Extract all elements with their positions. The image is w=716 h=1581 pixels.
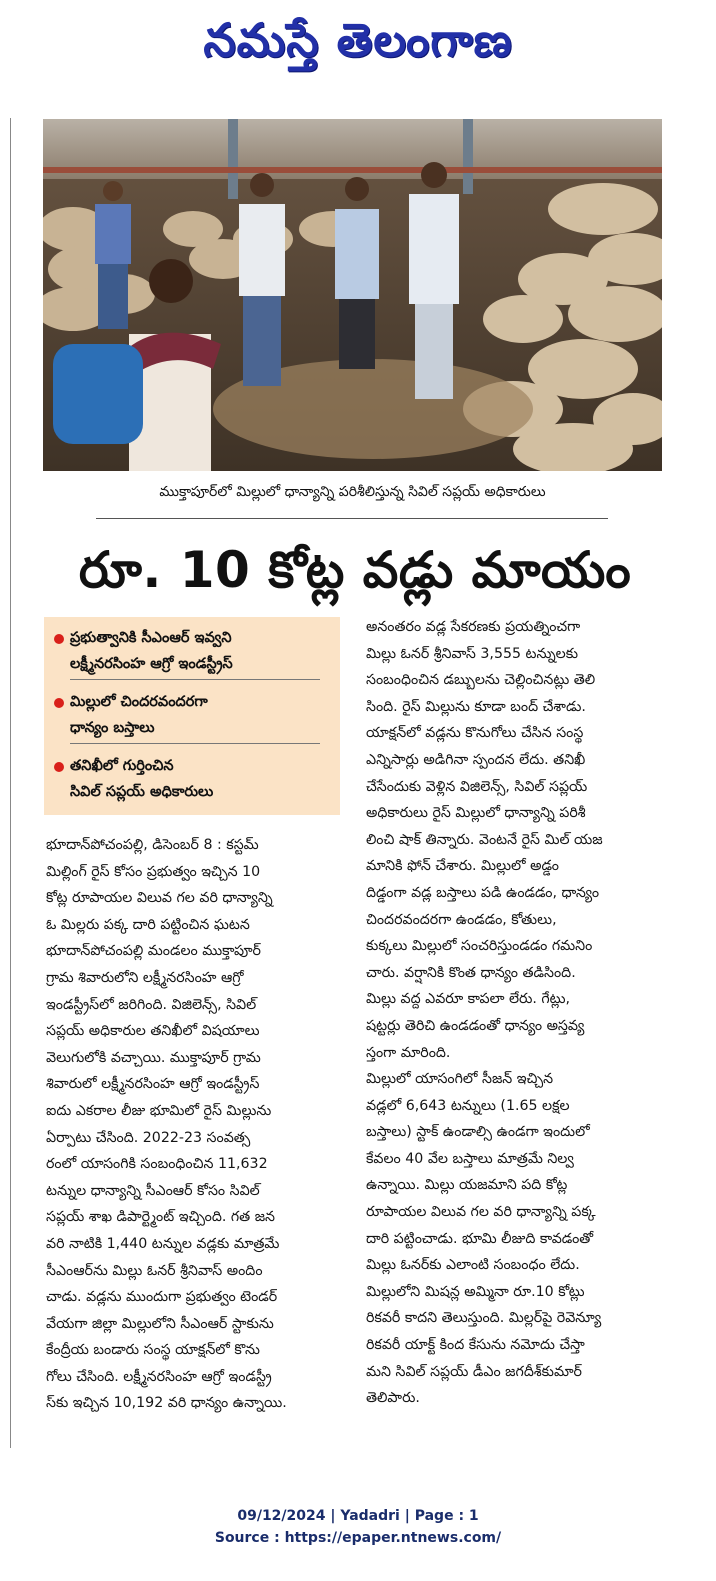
article-line: మిల్లింగ్ రైస్ కోసం ప్రభుత్వం ఇచ్చిన 10 — [46, 863, 261, 880]
bullet-icon — [54, 634, 64, 644]
article-line: మిల్లు ఓనర్ శ్రీనివాస్ 3,555 టన్నులకు — [366, 645, 579, 662]
article-line: చిందరవందరగా ఉండడం, కోతులు, — [366, 911, 557, 928]
article-line: చారు. వర్షానికి కొంత ధాన్యం తడిసింది. — [366, 964, 576, 981]
article-line: మిల్లులో యాసంగిలో సీజన్ ఇచ్చిన — [366, 1071, 554, 1088]
article-line: రికవరీ కాదని తెలుస్తుంది. మిల్లర్‌పై రెవెన్యూ — [366, 1310, 602, 1327]
article-line: వెలుగులోకి వచ్చాయి. ముక్తాపూర్ గ్రామ — [46, 1049, 261, 1066]
article-line: ఎన్నిసార్లు అడిగినా స్పందన లేదు. తనిఖీ — [366, 751, 586, 768]
article-line: వరి నాటికి 1,440 టన్నుల వడ్లకు మాత్రమే — [46, 1235, 280, 1252]
article-line: అధికారులు రైస్ మిల్లులో ధాన్యాన్ని పరిశీ — [366, 805, 586, 822]
article-line: ఉన్నాయి. మిల్లు యజమాని పది కోట్ల — [366, 1177, 568, 1194]
article-line: రూపాయల విలువ గల వరి ధాన్యాన్ని పక్క — [366, 1204, 596, 1221]
article-line: మిల్లు ఓనర్‌కు ఎలాంటి సంబంధం లేదు. — [366, 1257, 580, 1274]
highlight-line: మిల్లులో చిందరవందరగా — [70, 694, 208, 710]
article-line: రంలో యాసంగికి సంబంధించిన 11,632 — [46, 1156, 268, 1173]
article-line: మని సివిల్ సప్లయ్ డీఎం జగదీశ్‌కుమార్ — [366, 1363, 582, 1380]
article-line: బస్తాలు) స్టాక్ ఉండాల్సి ఉండగా ఇందులో — [366, 1124, 590, 1141]
article-line: షట్టర్లు తెరిచి ఉండడంతో ధాన్యం అస్తవ్య — [366, 1017, 585, 1034]
article-line: లించి షాక్ తిన్నారు. వెంటనే రైస్ మిల్ యజ — [366, 831, 603, 848]
article-line: సీఎంఆర్‌ను మిల్లు ఓనర్ శ్రీనివాస్ అందిం — [46, 1262, 263, 1279]
highlight-divider — [70, 679, 320, 680]
article-line: దిడ్డంగా వడ్ల బస్తాలు పడి ఉండడం, ధాన్యం — [366, 884, 600, 901]
article-line: ఇండస్ట్రీస్‌లో జరిగింది. విజిలెన్స్, సివిల్ — [46, 996, 257, 1013]
article-line: రికవరీ యాక్ట్ కింద కేసును నమోదు చేస్తా — [366, 1337, 585, 1354]
article-line: భూదాన్‌పోచంపల్లి, డిసెంబర్ 8 : కస్టమ్ — [46, 837, 259, 853]
article-line: ఓ మిల్లరు పక్క దారి పట్టించిన ఘటన — [46, 916, 250, 933]
article-line: టన్నుల ధాన్యాన్ని సీఎంఆర్ కోసం సివిల్ — [46, 1182, 260, 1199]
article-line: కేవలం 40 వేల బస్తాలు మాత్రమే నిల్వ — [366, 1150, 574, 1167]
highlight-item — [54, 689, 332, 744]
article-line: సప్లయ్ శాఖ డిపార్ట్మెంట్ ఇచ్చింది. గత జన — [46, 1209, 276, 1226]
article-column-right — [366, 614, 666, 1412]
bullet-icon — [54, 762, 64, 772]
article-line: సప్లయ్ అధికారుల తనిఖీలో విషయాలు — [46, 1023, 260, 1040]
highlight-line: తనిఖీలో గుర్తించిన — [70, 758, 174, 774]
bullet-icon — [54, 698, 64, 708]
article-line: చేసేందుకు వెళ్లిన విజిలెన్స్, సివిల్ సప్లయ్ — [366, 778, 588, 795]
photo-caption: ముక్తాపూర్‌లో మిల్లులో ధాన్యాన్ని పరిశీలిస్తున్న సివిల్ సప్లయ్ అధికారులు — [159, 484, 546, 500]
article-line: మిల్లులోని మిషన్ల అమ్మినా రూ.10 కోట్లు — [366, 1283, 585, 1300]
article-line: శివారులో లక్ష్మీనరసింహ ఆగ్రో ఇండస్ట్రీస్ — [46, 1076, 260, 1093]
article-line: స్తంగా మారింది. — [366, 1044, 451, 1061]
article-line: యాక్షన్‌లో వడ్లను కొనుగోలు చేసిన సంస్థ — [366, 725, 584, 742]
highlight-line: ధాన్యం బస్తాలు — [70, 720, 155, 736]
footer-date-page: 09/12/2024 | Yadadri | Page : 1 — [237, 1508, 479, 1524]
article-line: స్‌కు ఇచ్చిన 10,192 వరి ధాన్యం ఉన్నాయి. — [46, 1395, 287, 1412]
article-line: ఐదు ఎకరాల లీజు భూమిలో రైస్ మిల్లును — [46, 1102, 272, 1119]
article-line: భూదాన్‌పోచంపల్లి మండలం ముక్తాపూర్ — [46, 943, 261, 960]
highlight-line: సివిల్ సప్లయ్ అధికారులు — [70, 784, 214, 800]
masthead-title: నమస్తే తెలంగాణ — [203, 13, 513, 67]
headline: రూ. 10 కోట్ల వడ్లు మాయం — [78, 541, 632, 599]
highlight-item — [54, 753, 332, 805]
article-line: చాడు. వడ్లను ముందుగా ప్రభుత్వం టెండర్ — [46, 1289, 278, 1306]
highlight-line: లక్ష్మీనరసింహ ఆగ్రో ఇండస్ట్రీస్ — [70, 656, 233, 672]
highlight-divider — [70, 743, 320, 744]
highlight-line: ప్రభుత్వానికి సీఎంఆర్ ఇవ్వని — [70, 630, 232, 646]
article-line: దారి పట్టించాడు. భూమి లీజుది కావడంతో — [366, 1230, 594, 1247]
footer-source: Source : https://epaper.ntnews.com/ — [214, 1530, 502, 1546]
article-line: తెలిపారు. — [366, 1390, 420, 1407]
article-line: వేయగా జిల్లా మిల్లులోని సీఎంఆర్ స్టాకును — [46, 1315, 274, 1332]
column-rule — [10, 118, 11, 1448]
article-line: గ్రామ శివారులోని లక్ష్మీనరసింహ ఆగ్రో — [46, 969, 244, 986]
article-line: సింది. రైస్ మిల్లును కూడా బంద్ చేశాడు. — [366, 698, 586, 715]
caption-divider — [96, 518, 608, 519]
article-line: అనంతరం వడ్ల సేకరణకు ప్రయత్నించగా — [366, 619, 581, 635]
article-line: కోట్ల రూపాయల విలువ గల వరి ధాన్యాన్ని — [46, 890, 273, 907]
highlight-item — [54, 625, 332, 680]
news-photo — [43, 119, 662, 471]
article-line: మిల్లు వద్ద ఎవరూ కాపలా లేరు. గేట్లు, — [366, 991, 571, 1008]
article-line: కేంద్రీయ బండారు సంస్థ యాక్షన్‌లో కొను — [46, 1342, 260, 1359]
highlights-box — [44, 617, 340, 815]
article-line: గోలు చేసింది. లక్ష్మీనరసింహ ఆగ్రో ఇండస్ట్రీ — [46, 1368, 272, 1385]
article-line: మానికి ఫోన్ చేశారు. మిల్లులో అడ్డం — [366, 858, 559, 875]
article-line: వడ్లలో 6,643 టన్నులు (1.65 లక్షల — [366, 1097, 570, 1114]
article-line: సంబంధించిన డబ్బులను చెల్లించినట్లు తెలి — [366, 672, 596, 689]
article-line: కుక్కలు మిల్లులో సంచరిస్తుండడం గమనిం — [366, 938, 593, 955]
article-line: ఏర్పాటు చేసింది. 2022-23 సంవత్స — [46, 1129, 251, 1146]
article-column-left — [46, 832, 342, 1417]
footer — [0, 1505, 716, 1549]
